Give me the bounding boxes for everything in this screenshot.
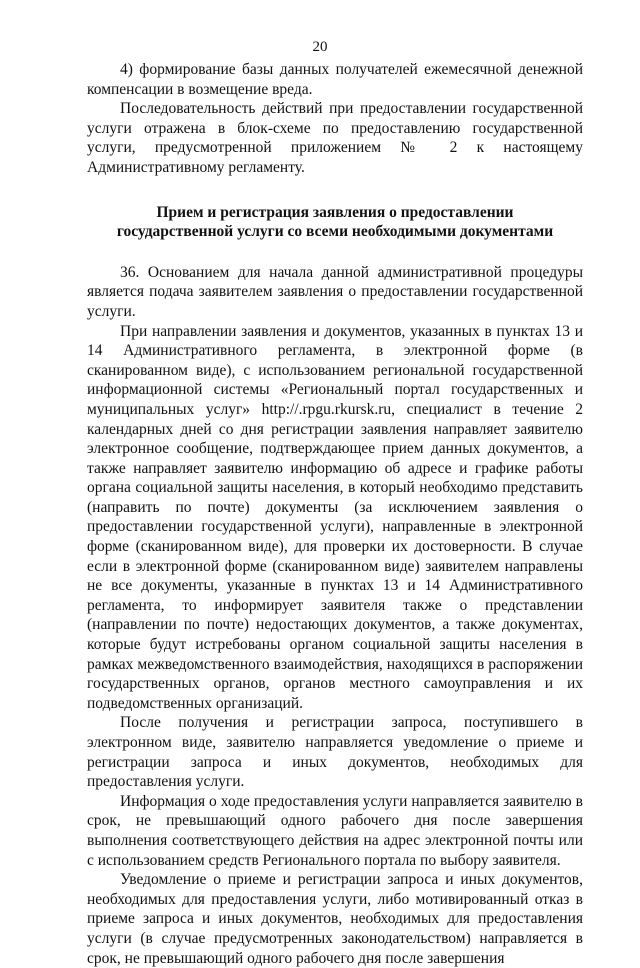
paragraph-36: 36. Основанием для начала данной административной процедуры является подача заявителем заявления о предоставлении государственной услуги. [87,263,583,320]
page-number: 20 [312,39,328,55]
paragraph-acceptance-notice: Уведомление о приеме и регистрации запроса и иных документов, необходимых для предоставления услуги, либо мотивированный отказ в приеме запроса и иных документов, необходимых для предоставления услуги (в случае предусмотренных законодательством) направляется в срок, не превышающий одного рабочего дня после завершения [87,871,583,967]
section-heading [87,203,583,242]
section-heading-line-2: государственной услуги со всеми необходимыми документами [116,223,554,241]
section-heading-line-1: Прием и регистрация заявления о предоставлении [156,203,514,221]
paragraph-notification: После получения и регистрации запроса, поступившего в электронном виде, заявителю направляется уведомление о приеме и регистрации запроса и иных документов, необходимых для предоставления услуги. [87,714,583,791]
intro-paragraph-1: 4) формирование базы данных получателей ежемесячной денежной компенсации в возмещение вреда. [87,61,583,98]
paragraph-progress-info: Информация о ходе предоставления услуги направляется заявителю в срок, не превышающий одного рабочего дня после завершения выполнения соответствующего действия на адрес электронной почты или с использованием средств Регионального портала по выбору заявителя. [87,792,583,869]
paragraph-electronic-submission: При направлении заявления и документов, указанных в пунктах 13 и 14 Административного регламента, в электронной форме (в сканированном виде), с использованием региональной государственной информационной системы «Региональный портал государственных и муниципальных услуг» http://.rpgu.rkursk.ru, специалист в течение 2 календарных дней со дня регистрации заявления направляет заявителю электронное сообщение, подтверждающее прием данных документов, а также направляет заявителю информацию об адресе и графике работы органа социальной защиты населения, в который необходимо представить (направить по почте) документы (за исключением заявления о предоставлении государственной услуги), направленные в электронной форме (сканированном виде), для проверки их достоверности. В случае если в электронной форме (сканированном виде) заявителем направлены не все документы, указанные в пунктах 13 и 14 Административного регламента, то информирует заявителя также о представлении (направлении по почте) недостающих документов, а также документах, которые будут истребованы органом социальной защиты населения в рамках межведомственного взаимодействия, находящихся в распоряжении государственных органов, органов местного самоуправления и их подведомственных организаций. [87,322,583,712]
intro-paragraph-2: Последовательность действий при предоставлении государственной услуги отражена в блок-схеме по предоставлению государственной услуги, предусмотренной приложением № 2 к настоящему Административному регламенту. [87,100,583,176]
document-body [87,60,583,968]
